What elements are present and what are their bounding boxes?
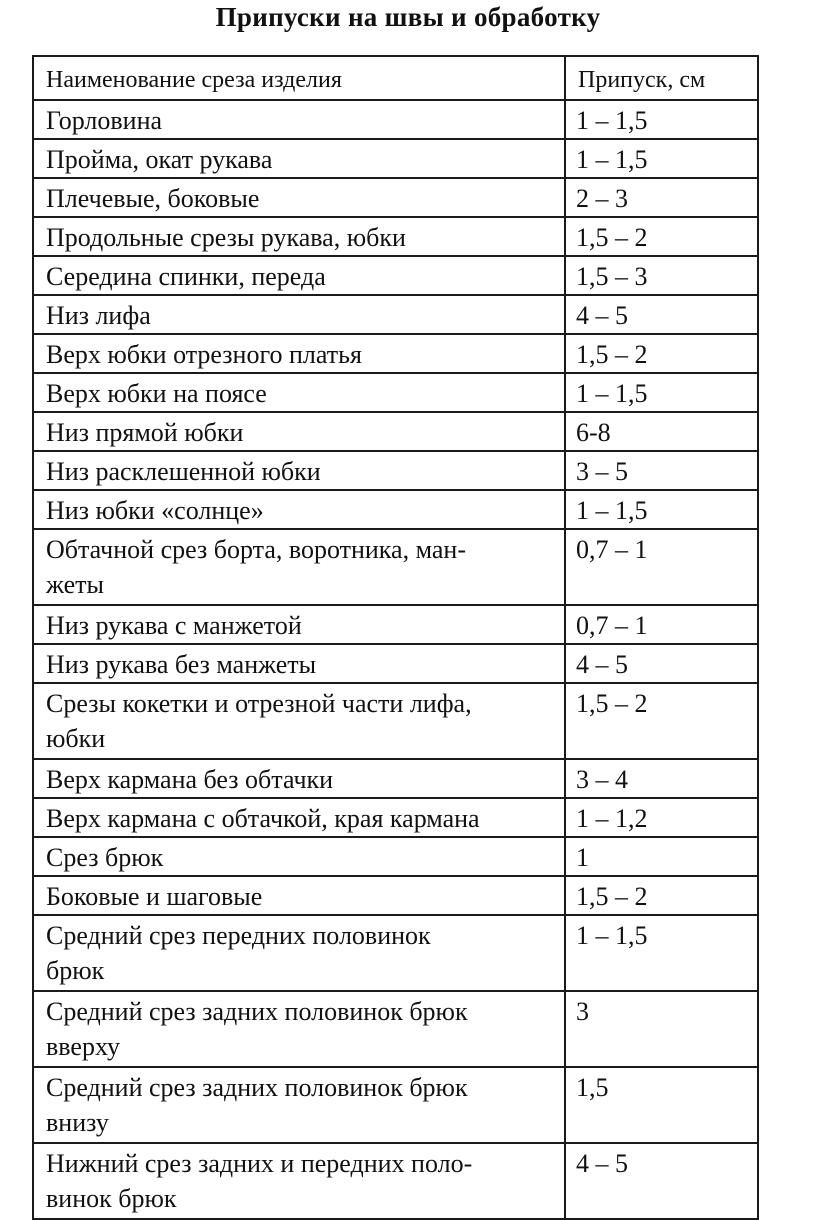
allowance-value: 1 (565, 837, 758, 876)
allowance-value: 4 – 5 (565, 1143, 758, 1219)
table-row (33, 178, 758, 217)
allowance-value: 0,7 – 1 (565, 605, 758, 644)
table-row (33, 100, 758, 139)
allowance-value: 1,5 – 2 (565, 334, 758, 373)
cut-name: Середина спинки, переда (33, 256, 565, 295)
cut-name: Низ юбки «солнце» (33, 490, 565, 529)
allowance-value: 4 – 5 (565, 644, 758, 683)
column-header-name: Наименование среза изделия (33, 56, 565, 100)
table-row (33, 683, 758, 759)
allowance-value: 1,5 (565, 1067, 758, 1143)
table-row (33, 529, 758, 605)
cut-name: Верх кармана без обтачки (33, 759, 565, 798)
table-row (33, 1067, 758, 1143)
allowance-value: 1,5 – 2 (565, 876, 758, 915)
allowance-value: 4 – 5 (565, 295, 758, 334)
allowance-value: 3 (565, 991, 758, 1067)
table-header-row (33, 56, 758, 100)
cut-name: Верх юбки на поясе (33, 373, 565, 412)
column-header-allowance: Припуск, см (565, 56, 758, 100)
table-body (33, 100, 758, 1219)
cut-name: Горловина (33, 100, 565, 139)
table-row (33, 837, 758, 876)
allowance-value: 6-8 (565, 412, 758, 451)
page-title: Припуски на швы и обработку (215, 2, 601, 32)
table-row (33, 256, 758, 295)
table-row (33, 373, 758, 412)
cut-name: Низ рукава без манжеты (33, 644, 565, 683)
table-row (33, 334, 758, 373)
table-row (33, 644, 758, 683)
allowance-value: 1 – 1,5 (565, 915, 758, 991)
cut-name: Верх юбки отрезного платья (33, 334, 565, 373)
table-row (33, 490, 758, 529)
allowance-value: 1 – 1,2 (565, 798, 758, 837)
allowances-table (32, 55, 759, 1220)
cut-name: Срез брюк (33, 837, 565, 876)
cut-name: Низ прямой юбки (33, 412, 565, 451)
allowance-value: 3 – 5 (565, 451, 758, 490)
cut-name: Боковые и шаговые (33, 876, 565, 915)
table-row (33, 798, 758, 837)
table-row (33, 295, 758, 334)
allowance-value: 1 – 1,5 (565, 490, 758, 529)
cut-name: Нижний срез задних и передних поло- винок брюк (33, 1143, 565, 1219)
cut-name: Обтачной срез борта, воротника, ман- жеты (33, 529, 565, 605)
cut-name: Плечевые, боковые (33, 178, 565, 217)
table-row (33, 915, 758, 991)
cut-name: Верх кармана с обтачкой, края кармана (33, 798, 565, 837)
cut-name: Средний срез передних половинок брюк (33, 915, 565, 991)
table-row (33, 759, 758, 798)
table-row (33, 451, 758, 490)
allowance-value: 1,5 – 3 (565, 256, 758, 295)
table-row (33, 217, 758, 256)
cut-name: Продольные срезы рукава, юбки (33, 217, 565, 256)
allowance-value: 1 – 1,5 (565, 139, 758, 178)
cut-name: Средний срез задних половинок брюк внизу (33, 1067, 565, 1143)
allowance-value: 2 – 3 (565, 178, 758, 217)
table-row (33, 876, 758, 915)
cut-name: Низ рукава с манжетой (33, 605, 565, 644)
table-row (33, 139, 758, 178)
allowance-value: 0,7 – 1 (565, 529, 758, 605)
cut-name: Пройма, окат рукава (33, 139, 565, 178)
table-row (33, 991, 758, 1067)
allowance-value: 1,5 – 2 (565, 217, 758, 256)
cut-name: Низ расклешенной юбки (33, 451, 565, 490)
table-row (33, 605, 758, 644)
allowance-value: 1,5 – 2 (565, 683, 758, 759)
table-row (33, 412, 758, 451)
cut-name: Срезы кокетки и отрезной части лифа, юбки (33, 683, 565, 759)
cut-name: Низ лифа (33, 295, 565, 334)
allowance-value: 3 – 4 (565, 759, 758, 798)
allowance-value: 1 – 1,5 (565, 373, 758, 412)
cut-name: Средний срез задних половинок брюк вверху (33, 991, 565, 1067)
allowance-value: 1 – 1,5 (565, 100, 758, 139)
table-row (33, 1143, 758, 1219)
